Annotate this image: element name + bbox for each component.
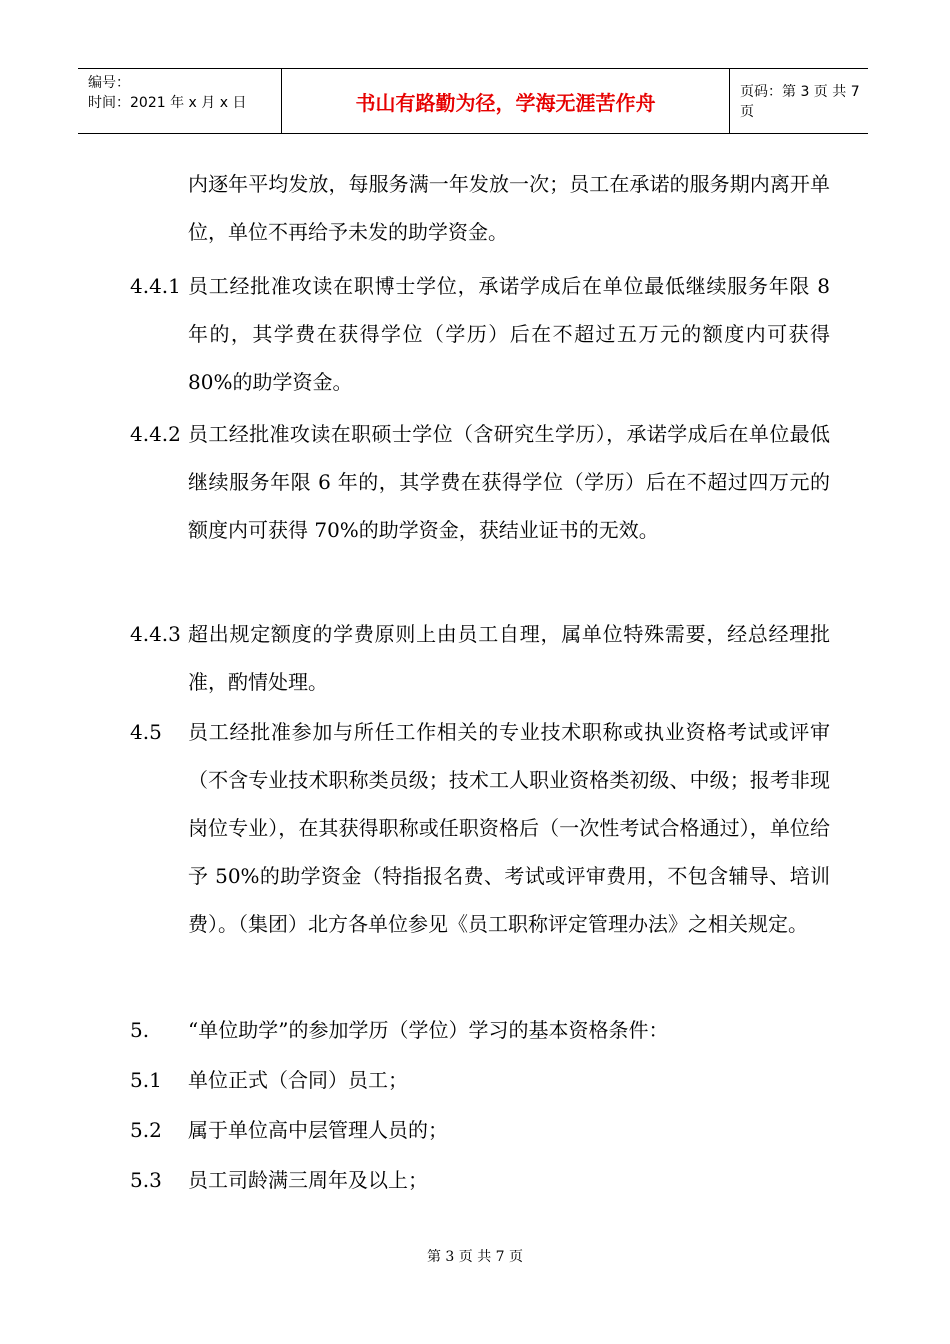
clause-5-3 <box>130 1156 830 1204</box>
clause-4-5 <box>130 708 830 948</box>
clause-number: 5.1 <box>130 1068 162 1092</box>
document-number-label: 编号： <box>88 75 130 91</box>
clause-text: 单位正式（合同）员工； <box>188 1068 408 1092</box>
clause-text: 属于单位高中层管理人员的； <box>188 1118 448 1142</box>
clause-text: 超出规定额度的学费原则上由员工自理，属单位特殊需要，经总经理批准，酌情处理。 <box>188 622 830 694</box>
clause-text: “单位助学”的参加学历（学位）学习的基本资格条件： <box>188 1018 669 1042</box>
clause-number: 5.3 <box>130 1168 162 1192</box>
clause-text: 员工司龄满三周年及以上； <box>188 1168 428 1192</box>
page-header <box>78 68 868 134</box>
clause-4-4-3 <box>130 610 830 706</box>
clause-number: 4.4.3 <box>130 622 181 646</box>
clause-number: 4.4.1 <box>130 274 181 298</box>
clause-text: 员工经批准攻读在职硕士学位（含研究生学历），承诺学成后在单位最低继续服务年限 6 年的，其学费在获得学位（学历）后在不超过四万元的额度内可获得 70%的助学资金，获结业证书的无效。 <box>188 422 830 542</box>
clause-5-2 <box>130 1106 830 1154</box>
clause-text: 员工经批准参加与所任工作相关的专业技术职称或执业资格考试或评审（不含专业技术职称类员级；技术工人职业资格类初级、中级；报考非现岗位专业），在其获得职称或任职资格后（一次性考试合格通过），单位给予 50%的助学资金（特指报名费、考试或评审费用，不包含辅导、培训费）。（集团）北方各单位参见《员工职称评定管理办法》之相关规定。 <box>188 720 830 936</box>
clause-4-4-1 <box>130 262 830 406</box>
clause-4-4-2 <box>130 410 830 554</box>
clause-number: 4.4.2 <box>130 422 181 446</box>
clause-5 <box>130 1006 830 1054</box>
header-motto: 书山有路勤为径，学海无涯苦作舟 <box>282 69 730 133</box>
paragraph-continuation: 内逐年平均发放，每服务满一年发放一次；员工在承诺的服务期内离开单位，单位不再给予未发的助学资金。 <box>188 172 830 244</box>
header-page-label: 页码：第 3 页 共 7 页 <box>740 84 860 120</box>
clause-text: 员工经批准攻读在职博士学位，承诺学成后在单位最低继续服务年限 8 年的，其学费在获得学位（学历）后在不超过五万元的额度内可获得 80%的助学资金。 <box>188 274 830 394</box>
header-meta <box>78 69 282 133</box>
clause-number: 5.2 <box>130 1118 162 1142</box>
clause-number: 4.5 <box>130 720 162 744</box>
page-footer: 第 3 页 共 7 页 <box>426 1249 524 1265</box>
document-time-label: 时间：2021 年 x 月 x 日 <box>88 95 247 111</box>
clause-5-1 <box>130 1056 830 1104</box>
clause-number: 5. <box>130 1018 150 1042</box>
